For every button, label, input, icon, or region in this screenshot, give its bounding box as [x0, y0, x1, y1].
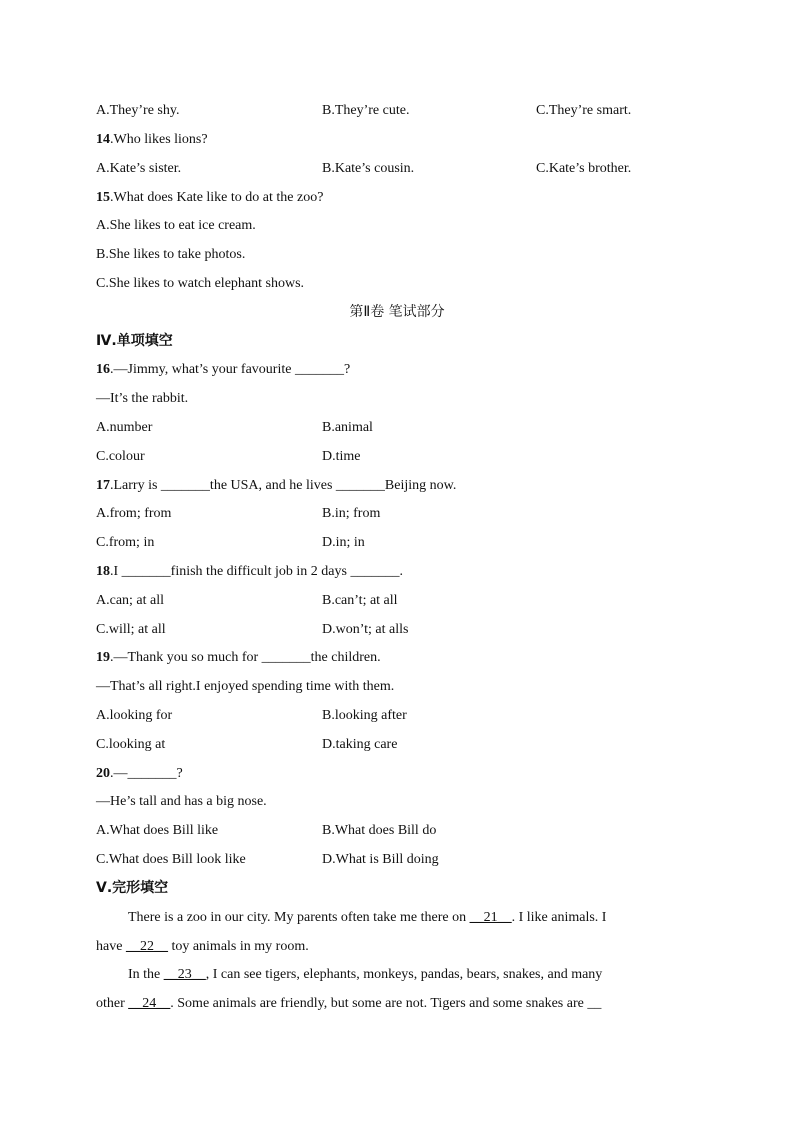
part2-title: 第Ⅱ卷 笔试部分: [349, 304, 445, 320]
q20-answer-line: —He’s tall and has a big nose.: [96, 794, 267, 809]
cloze-blank-23: __23__: [163, 967, 206, 982]
q17-option-b: B.in; from: [322, 506, 381, 521]
passage-text: There is a zoo in our city. My parents often take me there on: [128, 910, 470, 925]
q18-option-d: D.won’t; at alls: [322, 622, 409, 637]
q18-text: .I _______finish the difficult job in 2 days _______.: [110, 564, 403, 579]
q15-option-b: B.She likes to take photos.: [96, 247, 246, 262]
q20-option-a: A.What does Bill like: [96, 823, 219, 838]
section4-title: Ⅳ.单项填空: [96, 333, 173, 349]
q13-option-b: B.They’re cute.: [322, 103, 410, 118]
q15-number: 15: [96, 190, 110, 205]
q17-text: .Larry is _______the USA, and he lives _______Beijing now.: [110, 478, 457, 493]
q18-number: 18: [96, 564, 110, 579]
q19-option-c: C.looking at: [96, 737, 166, 752]
q18-option-a: A.can; at all: [96, 593, 165, 608]
q16-stem: [96, 360, 350, 380]
q19-option-d: D.taking care: [322, 737, 398, 752]
q13-option-c: C.They’re smart.: [536, 103, 632, 118]
q16-option-d: D.time: [322, 449, 361, 464]
q15-text: .What does Kate like to do at the zoo?: [110, 190, 324, 205]
q17-option-c: C.from; in: [96, 535, 155, 550]
passage-line-4: [96, 994, 680, 1014]
q19-option-b: B.looking after: [322, 708, 407, 723]
q20-option-b: B.What does Bill do: [322, 823, 437, 838]
passage-text: have: [96, 939, 126, 954]
q16-text: .—Jimmy, what’s your favourite _______?: [110, 362, 351, 377]
q20-number: 20: [96, 766, 110, 781]
q14-number: 14: [96, 132, 110, 147]
passage-line-3: [128, 965, 680, 985]
q20-text: .—_______?: [110, 766, 183, 781]
cloze-blank-22: __22__: [125, 939, 168, 954]
q17-option-d: D.in; in: [322, 535, 365, 550]
q16-option-a: A.number: [96, 420, 153, 435]
q14-option-c: C.Kate’s brother.: [536, 161, 632, 176]
q16-option-c: C.colour: [96, 449, 145, 464]
q17-stem: [96, 476, 456, 496]
passage-text: , I can see tigers, elephants, monkeys, pandas, bears, snakes, and many: [205, 967, 603, 982]
q14-stem: [96, 130, 208, 150]
q17-option-a: A.from; from: [96, 506, 172, 521]
passage-line-2: [96, 937, 680, 957]
q14-option-a: A.Kate’s sister.: [96, 161, 182, 176]
q20-option-d: D.What is Bill doing: [322, 852, 439, 867]
passage-text: other: [96, 996, 129, 1011]
q20-option-c: C.What does Bill look like: [96, 852, 246, 867]
cloze-blank-21: __21__: [469, 910, 512, 925]
q19-stem: [96, 648, 381, 668]
q19-answer-line: —That’s all right.I enjoyed spending time with them.: [96, 679, 395, 694]
passage-text: . I like animals. I: [511, 910, 607, 925]
q18-stem: [96, 562, 403, 582]
passage-text: toy animals in my room.: [167, 939, 309, 954]
q13-option-a: A.They’re shy.: [96, 103, 180, 118]
passage-line-1: [128, 908, 680, 928]
passage-text: In the: [128, 967, 164, 982]
q14-text: .Who likes lions?: [110, 132, 208, 147]
q15-option-a: A.She likes to eat ice cream.: [96, 218, 256, 233]
cloze-blank-24: __24__: [128, 996, 171, 1011]
q15-stem: [96, 188, 323, 208]
q16-option-b: B.animal: [322, 420, 373, 435]
q18-option-b: B.can’t; at all: [322, 593, 398, 608]
q15-option-c: C.She likes to watch elephant shows.: [96, 276, 305, 291]
q19-number: 19: [96, 650, 110, 665]
q18-option-c: C.will; at all: [96, 622, 166, 637]
q19-text: .—Thank you so much for _______the children.: [110, 650, 381, 665]
q16-number: 16: [96, 362, 110, 377]
q14-option-b: B.Kate’s cousin.: [322, 161, 415, 176]
q19-option-a: A.looking for: [96, 708, 173, 723]
q17-number: 17: [96, 478, 110, 493]
section5-title: Ⅴ.完形填空: [96, 880, 169, 896]
q16-answer-line: —It’s the rabbit.: [96, 391, 189, 406]
q20-stem: [96, 764, 183, 784]
passage-text: . Some animals are friendly, but some are not. Tigers and some snakes are __: [170, 996, 602, 1011]
